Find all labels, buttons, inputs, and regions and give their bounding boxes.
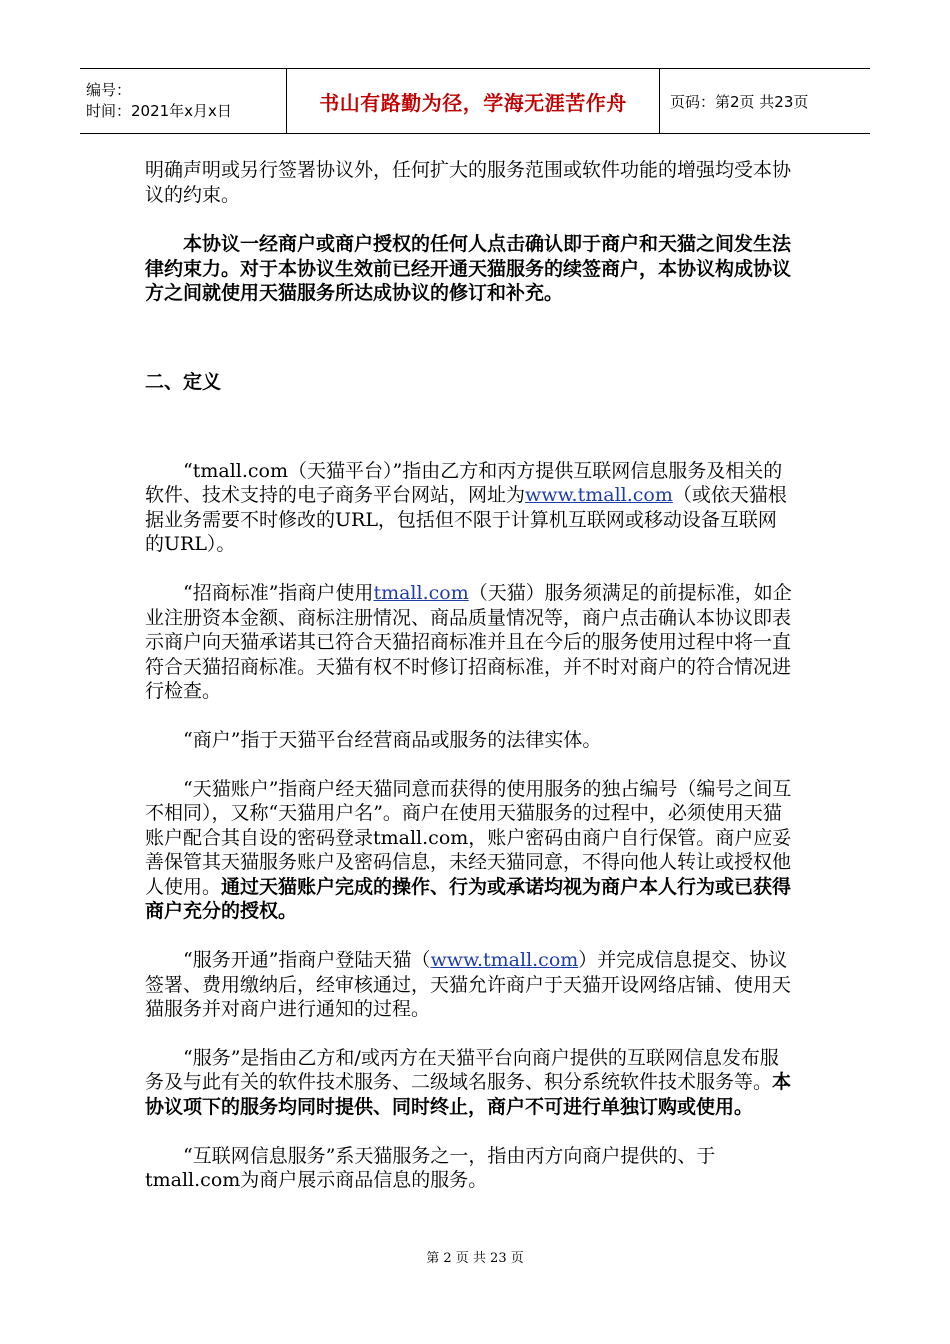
- paragraph-scope: 明确声明或另行签署协议外，任何扩大的服务范围或软件功能的增强均受本协议的约束。: [145, 159, 792, 206]
- definition-tmall-platform: [145, 459, 795, 557]
- header-meta: [80, 69, 287, 134]
- paragraph-binding-effect: 本协议一经商户或商户授权的任何人点击确认即于商户和天猫之间发生法律约束力。对于本协议生效前已经开通天猫服务的续签商户，本协议构成协议方之间就使用天猫服务所达成协议的修订和补充。: [145, 233, 792, 305]
- header-page-info: 页码：第2页 共23页: [660, 69, 871, 134]
- page-footer: 第 2 页 共 23 页: [426, 1251, 524, 1266]
- document-date: 时间：2021年x月x日: [86, 102, 232, 120]
- definition-merchant: “商户”指于天猫平台经营商品或服务的法律实体。: [183, 728, 602, 751]
- document-number-label: 编号：: [86, 81, 132, 99]
- definition-text: “服务开通”指商户登陆天猫（: [183, 949, 431, 972]
- section-title: 二、定义: [145, 370, 222, 393]
- definition-text: ）并完成信息提交、协议签署、费用缴纳后，经审核通过，天猫允许商户于天猫开设网络店铺、使用天猫服务并对商户进行通知的过程。: [145, 949, 792, 1021]
- header-motto: 书山有路勤为径，学海无涯苦作舟: [287, 69, 660, 134]
- definition-internet-info-service: “互联网信息服务”系天猫服务之一，指由丙方向商户提供的、于tmall.com为商户展示商品信息的服务。: [145, 1144, 716, 1192]
- definition-tmall-account: [145, 777, 795, 925]
- definition-bold-text: 通过天猫账户完成的操作、行为或承诺均视为商户本人行为或已获得商户充分的授权。: [145, 875, 792, 923]
- tmall-url-link[interactable]: www.tmall.com: [430, 949, 579, 972]
- definition-text: “服务”是指由乙方和/或丙方在天猫平台向商户提供的互联网信息发布服务及与此有关的软件技术服务、二级域名服务、积分系统软件技术服务等。: [145, 1046, 779, 1094]
- definition-text: “招商标准”指商户使用: [183, 581, 374, 604]
- definition-text: （天猫）服务须满足的前提标准，如企业注册资本金额、商标注册情况、商品质量情况等，商户点击确认本协议即表示商户向天猫承诺其已符合天猫招商标准并且在今后的服务使用过程中将一直符合天猫招商标准。天猫有权不时修订招商标准，并不时对商户的符合情况进行检查。: [145, 581, 792, 703]
- definition-text: “tmall.com（天猫平台）”指由乙方和丙方提供互联网信息服务及相关的软件、技术支持的电子商务平台网站，网址为: [145, 459, 783, 507]
- definition-recruitment-standard: [145, 581, 795, 704]
- definition-text: （或依天猫根据业务需要不时修改的URL，包括但不限于计算机互联网或移动设备互联网的URL）。: [145, 484, 787, 556]
- document-body: [145, 158, 795, 1193]
- tmall-url-link[interactable]: www.tmall.com: [525, 484, 673, 507]
- page-header: [80, 68, 870, 134]
- definition-bold-text: 本协议项下的服务均同时提供、同时终止，商户不可进行单独订购或使用。: [145, 1071, 792, 1119]
- definition-service: [145, 1046, 795, 1120]
- definition-service-activation: [145, 948, 795, 1022]
- definition-text: “天猫账户”指商户经天猫同意而获得的使用服务的独占编号（编号之间互不相同），又称“天猫用户名”。商户在使用天猫服务的过程中，必须使用天猫账户配合其自设的密码登录tmall.com，账户密码由商户自行保管。商户应妥善保管其天猫服务账户及密码信息，未经天猫同意，不得向他人转让或授权他人使用。: [145, 777, 792, 898]
- tmall-link[interactable]: tmall.com: [373, 581, 469, 604]
